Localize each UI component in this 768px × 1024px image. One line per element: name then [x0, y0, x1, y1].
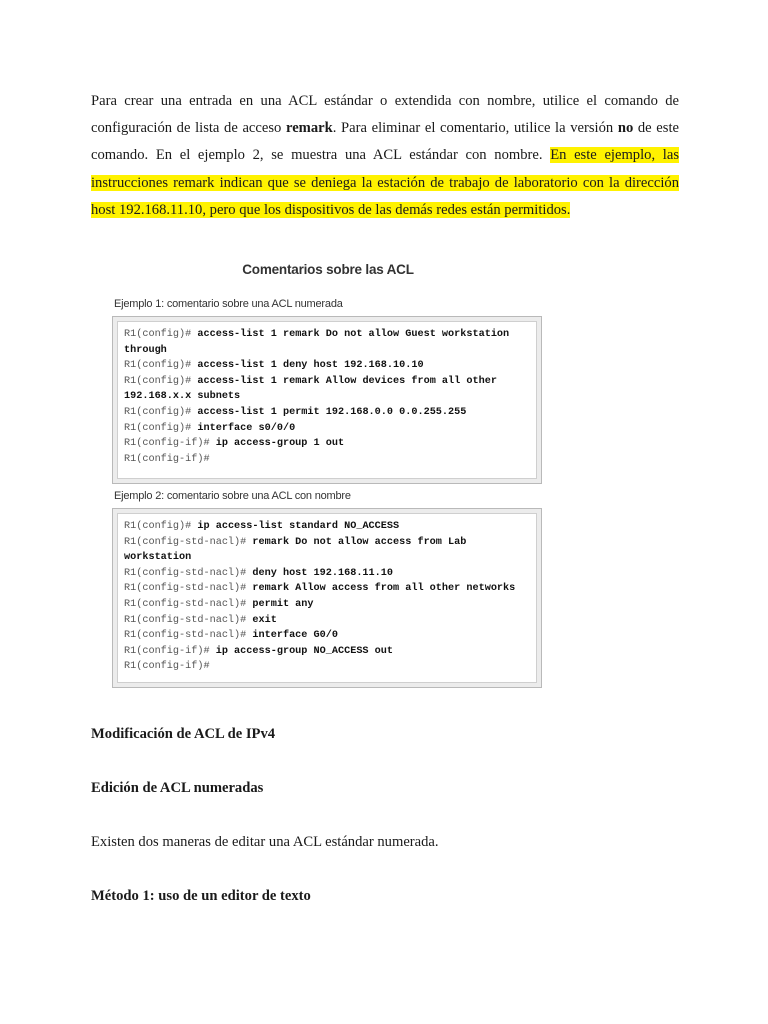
code-command: exit [252, 614, 277, 626]
intro-text-1: Para crear una entrada en una ACL estándar o extendida con nombre, utilice el comando de configuración de lista de acceso [91, 93, 679, 137]
code-line [124, 535, 530, 551]
example-2-code-box [112, 508, 542, 688]
code-prompt: R1(config)# [124, 329, 198, 340]
figure-title: Comentarios sobre las ACL [242, 262, 414, 277]
code-command: ip access-group 1 out [215, 438, 345, 450]
code-command: remark Allow access from all other networks [252, 583, 516, 595]
code-line [124, 452, 530, 468]
code-command: workstation [124, 552, 192, 564]
code-prompt: R1(config-if)# [124, 453, 210, 465]
code-line [124, 644, 530, 660]
intro-paragraph [91, 88, 679, 224]
code-prompt: R1(config-std-nacl)# [124, 614, 253, 626]
code-prompt: R1(config-if)# [124, 645, 216, 657]
code-line [124, 405, 530, 421]
code-line [124, 343, 530, 359]
remark-keyword: remark [285, 120, 333, 137]
code-prompt: R1(config-std-nacl)# [124, 536, 253, 548]
code-prompt: R1(config-std-nacl)# [124, 583, 253, 595]
code-command: deny host 192.168.11.10 [252, 567, 394, 579]
code-line [124, 613, 530, 629]
example-1-code-box [112, 316, 542, 484]
code-line [124, 597, 530, 613]
code-line [124, 374, 530, 390]
code-command: interface s0/0/0 [197, 422, 296, 434]
example-2-code [117, 513, 537, 683]
no-keyword: no [617, 120, 634, 137]
acl-comments-figure [108, 252, 548, 692]
code-prompt: R1(config-std-nacl)# [124, 567, 253, 579]
code-command: through [124, 344, 167, 356]
intro-text-2: . Para eliminar el comentario, utilice la versión [332, 120, 618, 137]
code-line [124, 389, 530, 405]
code-command: ip access-group NO_ACCESS out [215, 645, 393, 657]
code-command: access-list 1 permit 192.168.0.0 0.0.255.255 [197, 406, 467, 418]
code-prompt: R1(config-std-nacl)# [124, 598, 253, 610]
code-command: access-list 1 remark Allow devices from all other [197, 375, 497, 387]
heading-edicion: Edición de ACL numeradas [91, 780, 264, 796]
code-prompt: R1(config-if)# [124, 438, 216, 450]
code-prompt: R1(config-std-nacl)# [124, 630, 253, 642]
code-command: permit any [252, 598, 314, 610]
code-line [124, 628, 530, 644]
code-line [124, 519, 530, 535]
code-line [124, 358, 530, 374]
code-line [124, 566, 530, 582]
intro-text-3: de este comando. En el ejemplo 2, se muestra una ACL estándar con nombre. [91, 120, 679, 164]
code-line [124, 550, 530, 566]
highlighted-text: En este ejemplo, las instrucciones remark indican que se deniega la estación de trabajo de laboratorio con la dirección host 192.168.11.10, pero que los dispositivos de las demás redes están permitidos. [91, 147, 679, 218]
code-line [124, 436, 530, 452]
example-1-label: Ejemplo 1: comentario sobre una ACL numerada [114, 298, 343, 310]
code-line [124, 581, 530, 597]
code-line [124, 659, 530, 675]
example-1-code [117, 321, 537, 479]
code-prompt: R1(config-if)# [124, 661, 210, 673]
code-prompt: R1(config)# [124, 375, 198, 387]
code-prompt: R1(config)# [124, 360, 198, 372]
code-prompt: R1(config)# [124, 422, 198, 434]
code-command: access-list 1 remark Do not allow Guest workstation [197, 329, 510, 340]
code-command: remark Do not allow access from Lab [252, 536, 467, 548]
code-command: 192.168.x.x subnets [124, 391, 241, 403]
code-command: access-list 1 deny host 192.168.10.10 [197, 360, 424, 372]
code-command: ip access-list standard NO_ACCESS [197, 521, 400, 532]
heading-metodo-1: Método 1: uso de un editor de texto [91, 888, 311, 904]
code-command: interface G0/0 [252, 630, 338, 642]
code-prompt: R1(config)# [124, 406, 198, 418]
code-prompt: R1(config)# [124, 521, 198, 532]
example-2-label: Ejemplo 2: comentario sobre una ACL con nombre [114, 490, 351, 502]
code-line [124, 421, 530, 437]
code-line [124, 327, 530, 343]
body-text: Existen dos maneras de editar una ACL estándar numerada. [91, 834, 439, 850]
heading-modificacion: Modificación de ACL de IPv4 [91, 726, 276, 742]
